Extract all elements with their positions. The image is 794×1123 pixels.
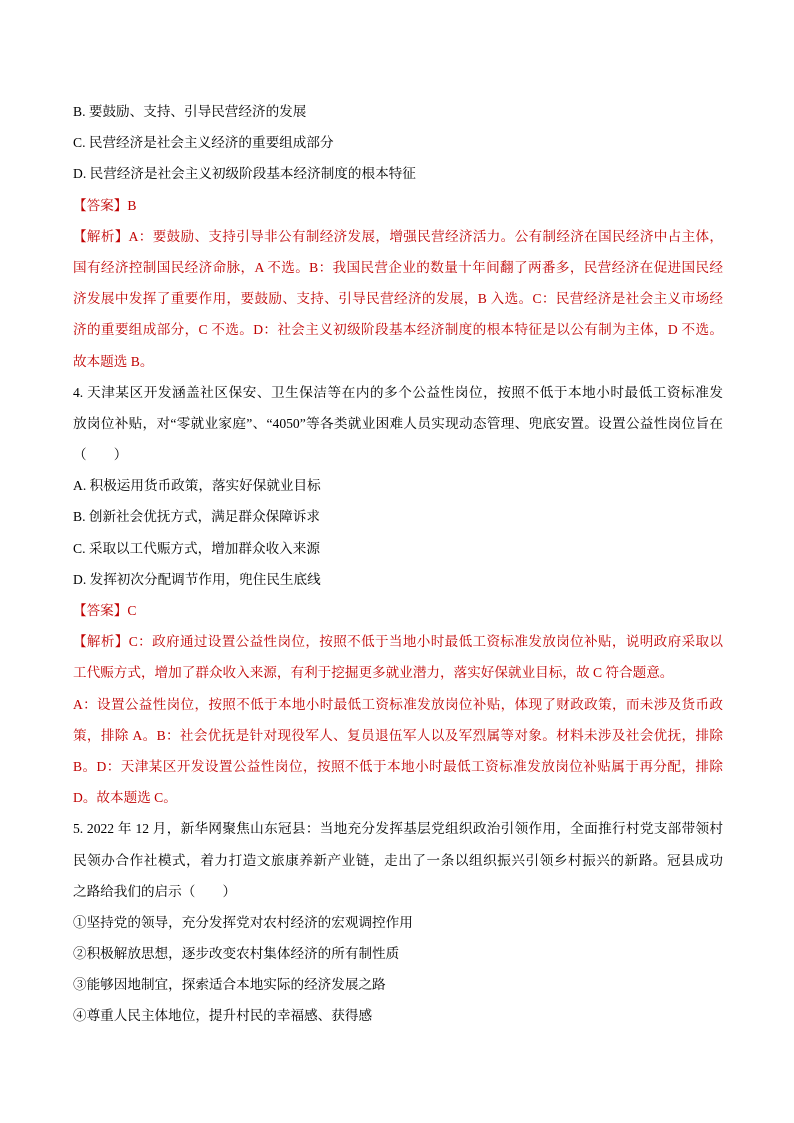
q3-analysis-line-4: 济的重要组成部分，C 不选。D：社会主义初级阶段基本经济制度的根本特征是以公有制为主体，D 不选。: [73, 322, 723, 338]
q4-option-c: C. 采取以工代赈方式，增加群众收入来源: [73, 540, 320, 556]
q4-option-a: A. 积极运用货币政策，落实好保就业目标: [73, 478, 321, 494]
q4-stem-line-2: 放岗位补贴，对“零就业家庭”、“4050”等各类就业困难人员实现动态管理、兜底安置。设置公益性岗位旨在: [73, 415, 723, 431]
q3-analysis-line-5: 故本题选 B。: [73, 353, 154, 369]
q3-analysis-line-3: 济发展中发挥了重要作用，要鼓励、支持、引导民营经济的发展，B 入选。C：民营经济是社会主义市场经: [73, 291, 723, 307]
q4-answer-label: 【答案】: [73, 603, 128, 618]
q4-stem-line-1: 4. 天津某区开发涵盖社区保安、卫生保洁等在内的多个公益性岗位，按照不低于本地小时最低工资标准发: [73, 384, 723, 400]
q4-analysis-text-1: C：政府通过设置公益性岗位，按照不低于当地小时最低工资标准发放岗位补贴，说明政府采取以: [128, 634, 723, 650]
q4-option-d: D. 发挥初次分配调节作用，兜住民生底线: [73, 571, 321, 587]
q5-statement-3: ③能够因地制宜，探索适合本地实际的经济发展之路: [73, 977, 386, 993]
q4-analysis-line-6: D。故本题选 C。: [73, 790, 177, 806]
q4-analysis-line-5: B。D：天津某区开发设置公益性岗位，按照不低于本地小时最低工资标准发放岗位补贴属于再分配，排除: [73, 758, 723, 774]
q4-analysis-line-1: [73, 626, 723, 657]
q4-analysis-line-2: 工代赈方式，增加了群众收入来源，有利于挖掘更多就业潜力，落实好保就业目标，故 C 符合题意。: [73, 665, 674, 681]
q4-option-b: B. 创新社会优抚方式，满足群众保障诉求: [73, 509, 320, 525]
q4-stem-line-3: （ ）: [73, 447, 128, 463]
q3-analysis-line-2: 国有经济控制国民经济命脉，A 不选。B：我国民营企业的数量十年间翻了两番多，民营经济在促进国民经: [73, 259, 723, 275]
q4-analysis-line-4: 策，排除 A。B：社会优抚是针对现役军人、复员退伍军人以及军烈属等对象。材料未涉及社会优抚，排除: [73, 727, 723, 743]
q5-stem-line-1: 5. 2022 年 12 月，新华网聚焦山东冠县：当地充分发挥基层党组织政治引领作用，全面推行村党支部带领村: [73, 821, 723, 837]
q3-answer: [73, 190, 723, 221]
q5-statement-4: ④尊重人民主体地位，提升村民的幸福感、获得感: [73, 1008, 373, 1024]
q4-analysis-line-3: A：设置公益性岗位，按照不低于本地小时最低工资标准发放岗位补贴，体现了财政政策，而未涉及货币政: [73, 696, 723, 712]
q3-option-d: D. 民营经济是社会主义初级阶段基本经济制度的根本特征: [73, 166, 416, 182]
q3-answer-value: B: [127, 197, 137, 213]
q4-answer-value: C: [127, 603, 137, 618]
q3-analysis-line-1: [73, 221, 723, 252]
q3-option-b: B. 要鼓励、支持、引导民营经济的发展: [73, 104, 307, 119]
q3-option-c: C. 民营经济是社会主义经济的重要组成部分: [73, 135, 334, 151]
q5-stem-line-2: 民领办合作社模式，着力打造文旅康养新产业链，走出了一条以组织振兴引领乡村振兴的新路。冠县成功: [73, 852, 723, 868]
q3-answer-label: 【答案】: [73, 197, 128, 213]
q4-answer: [73, 595, 723, 626]
q3-analysis-text-1: A：要鼓励、支持引导非公有制经济发展，增强民营经济活力。公有制经济在国民经济中占主体，: [128, 228, 723, 244]
page-content: [73, 96, 723, 1032]
q5-stem-line-3: 之路给我们的启示（ ）: [73, 883, 237, 899]
q4-analysis-label: 【解析】: [73, 634, 129, 650]
q5-statement-1: ①坚持党的领导，充分发挥党对农村经济的宏观调控作用: [73, 914, 413, 930]
q5-statement-2: ②积极解放思想，逐步改变农村集体经济的所有制性质: [73, 946, 400, 962]
q3-analysis-label: 【解析】: [73, 228, 129, 244]
